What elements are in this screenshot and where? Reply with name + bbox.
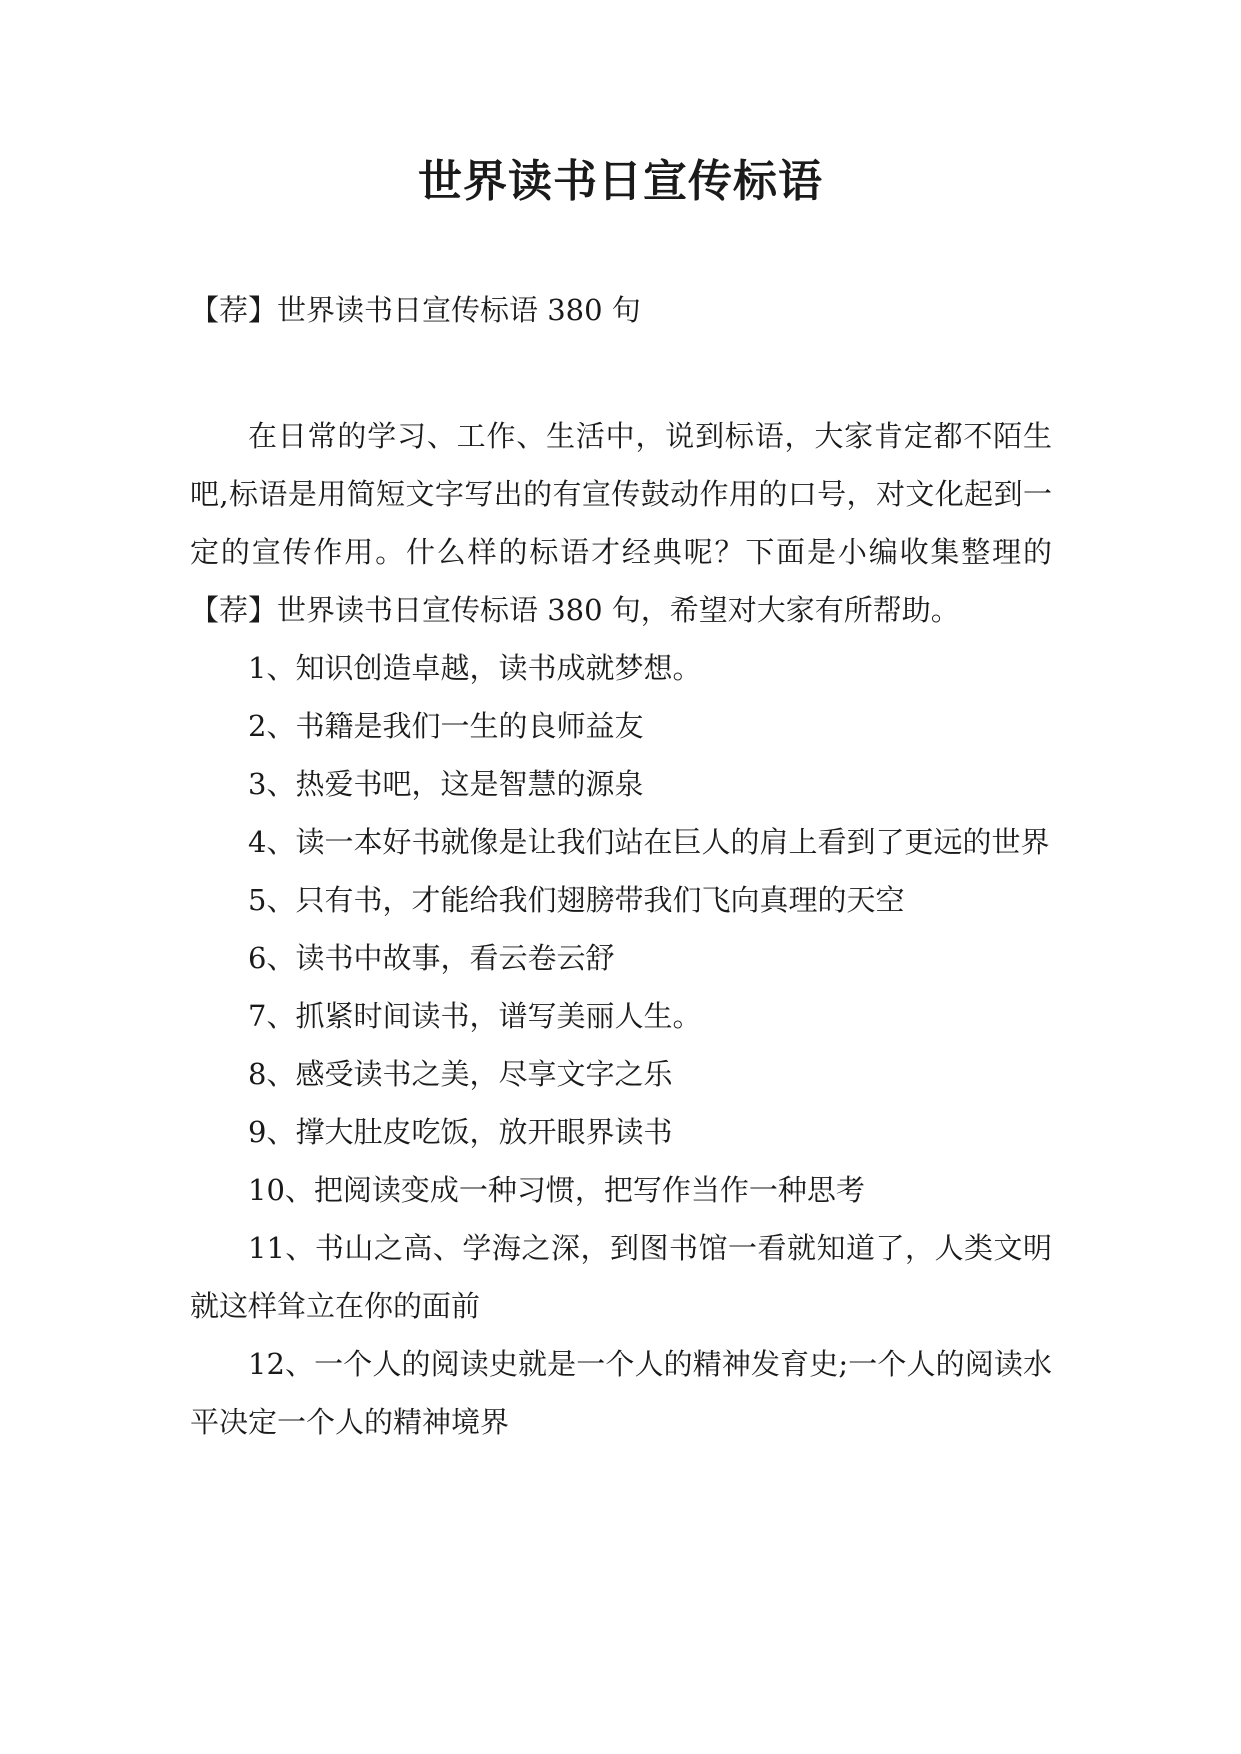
slogan-item-8: 8、感受读书之美，尽享文字之乐 xyxy=(248,1057,673,1091)
slogan-item-7: 7、抓紧时间读书，谱写美丽人生。 xyxy=(248,999,702,1033)
slogan-item-3: 3、热爱书吧，这是智慧的源泉 xyxy=(248,767,644,801)
slogan-item-5: 5、只有书，才能给我们翅膀带我们飞向真理的天空 xyxy=(248,883,905,917)
slogan-item-12: 12、一个人的阅读史就是一个人的精神发育史;一个人的阅读水平决定一个人的精神境界 xyxy=(190,1347,1052,1439)
document-body xyxy=(190,407,1052,1451)
slogan-item-6: 6、读书中故事，看云卷云舒 xyxy=(248,941,615,975)
slogan-item-4: 4、读一本好书就像是让我们站在巨人的肩上看到了更远的世界 xyxy=(248,825,1050,859)
slogan-item-1: 1、知识创造卓越，读书成就梦想。 xyxy=(248,651,702,685)
slogan-item-2: 2、书籍是我们一生的良师益友 xyxy=(248,709,644,743)
document-title: 世界读书日宣传标语 xyxy=(418,156,823,207)
slogan-item-10: 10、把阅读变成一种习惯，把写作当作一种思考 xyxy=(248,1173,865,1207)
intro-paragraph: 在日常的学习、工作、生活中，说到标语，大家肯定都不陌生吧,标语是用简短文字写出的有宣传鼓动作用的口号，对文化起到一定的宣传作用。什么样的标语才经典呢？下面是小编收集整理的【荐】世界读书日宣传标语 380 句，希望对大家有所帮助。 xyxy=(190,419,1052,627)
document-subtitle: 【荐】世界读书日宣传标语 380 句 xyxy=(190,293,641,327)
slogan-item-9: 9、撑大肚皮吃饭，放开眼界读书 xyxy=(248,1115,673,1149)
slogan-item-11: 11、书山之高、学海之深，到图书馆一看就知道了，人类文明就这样耸立在你的面前 xyxy=(190,1231,1052,1323)
